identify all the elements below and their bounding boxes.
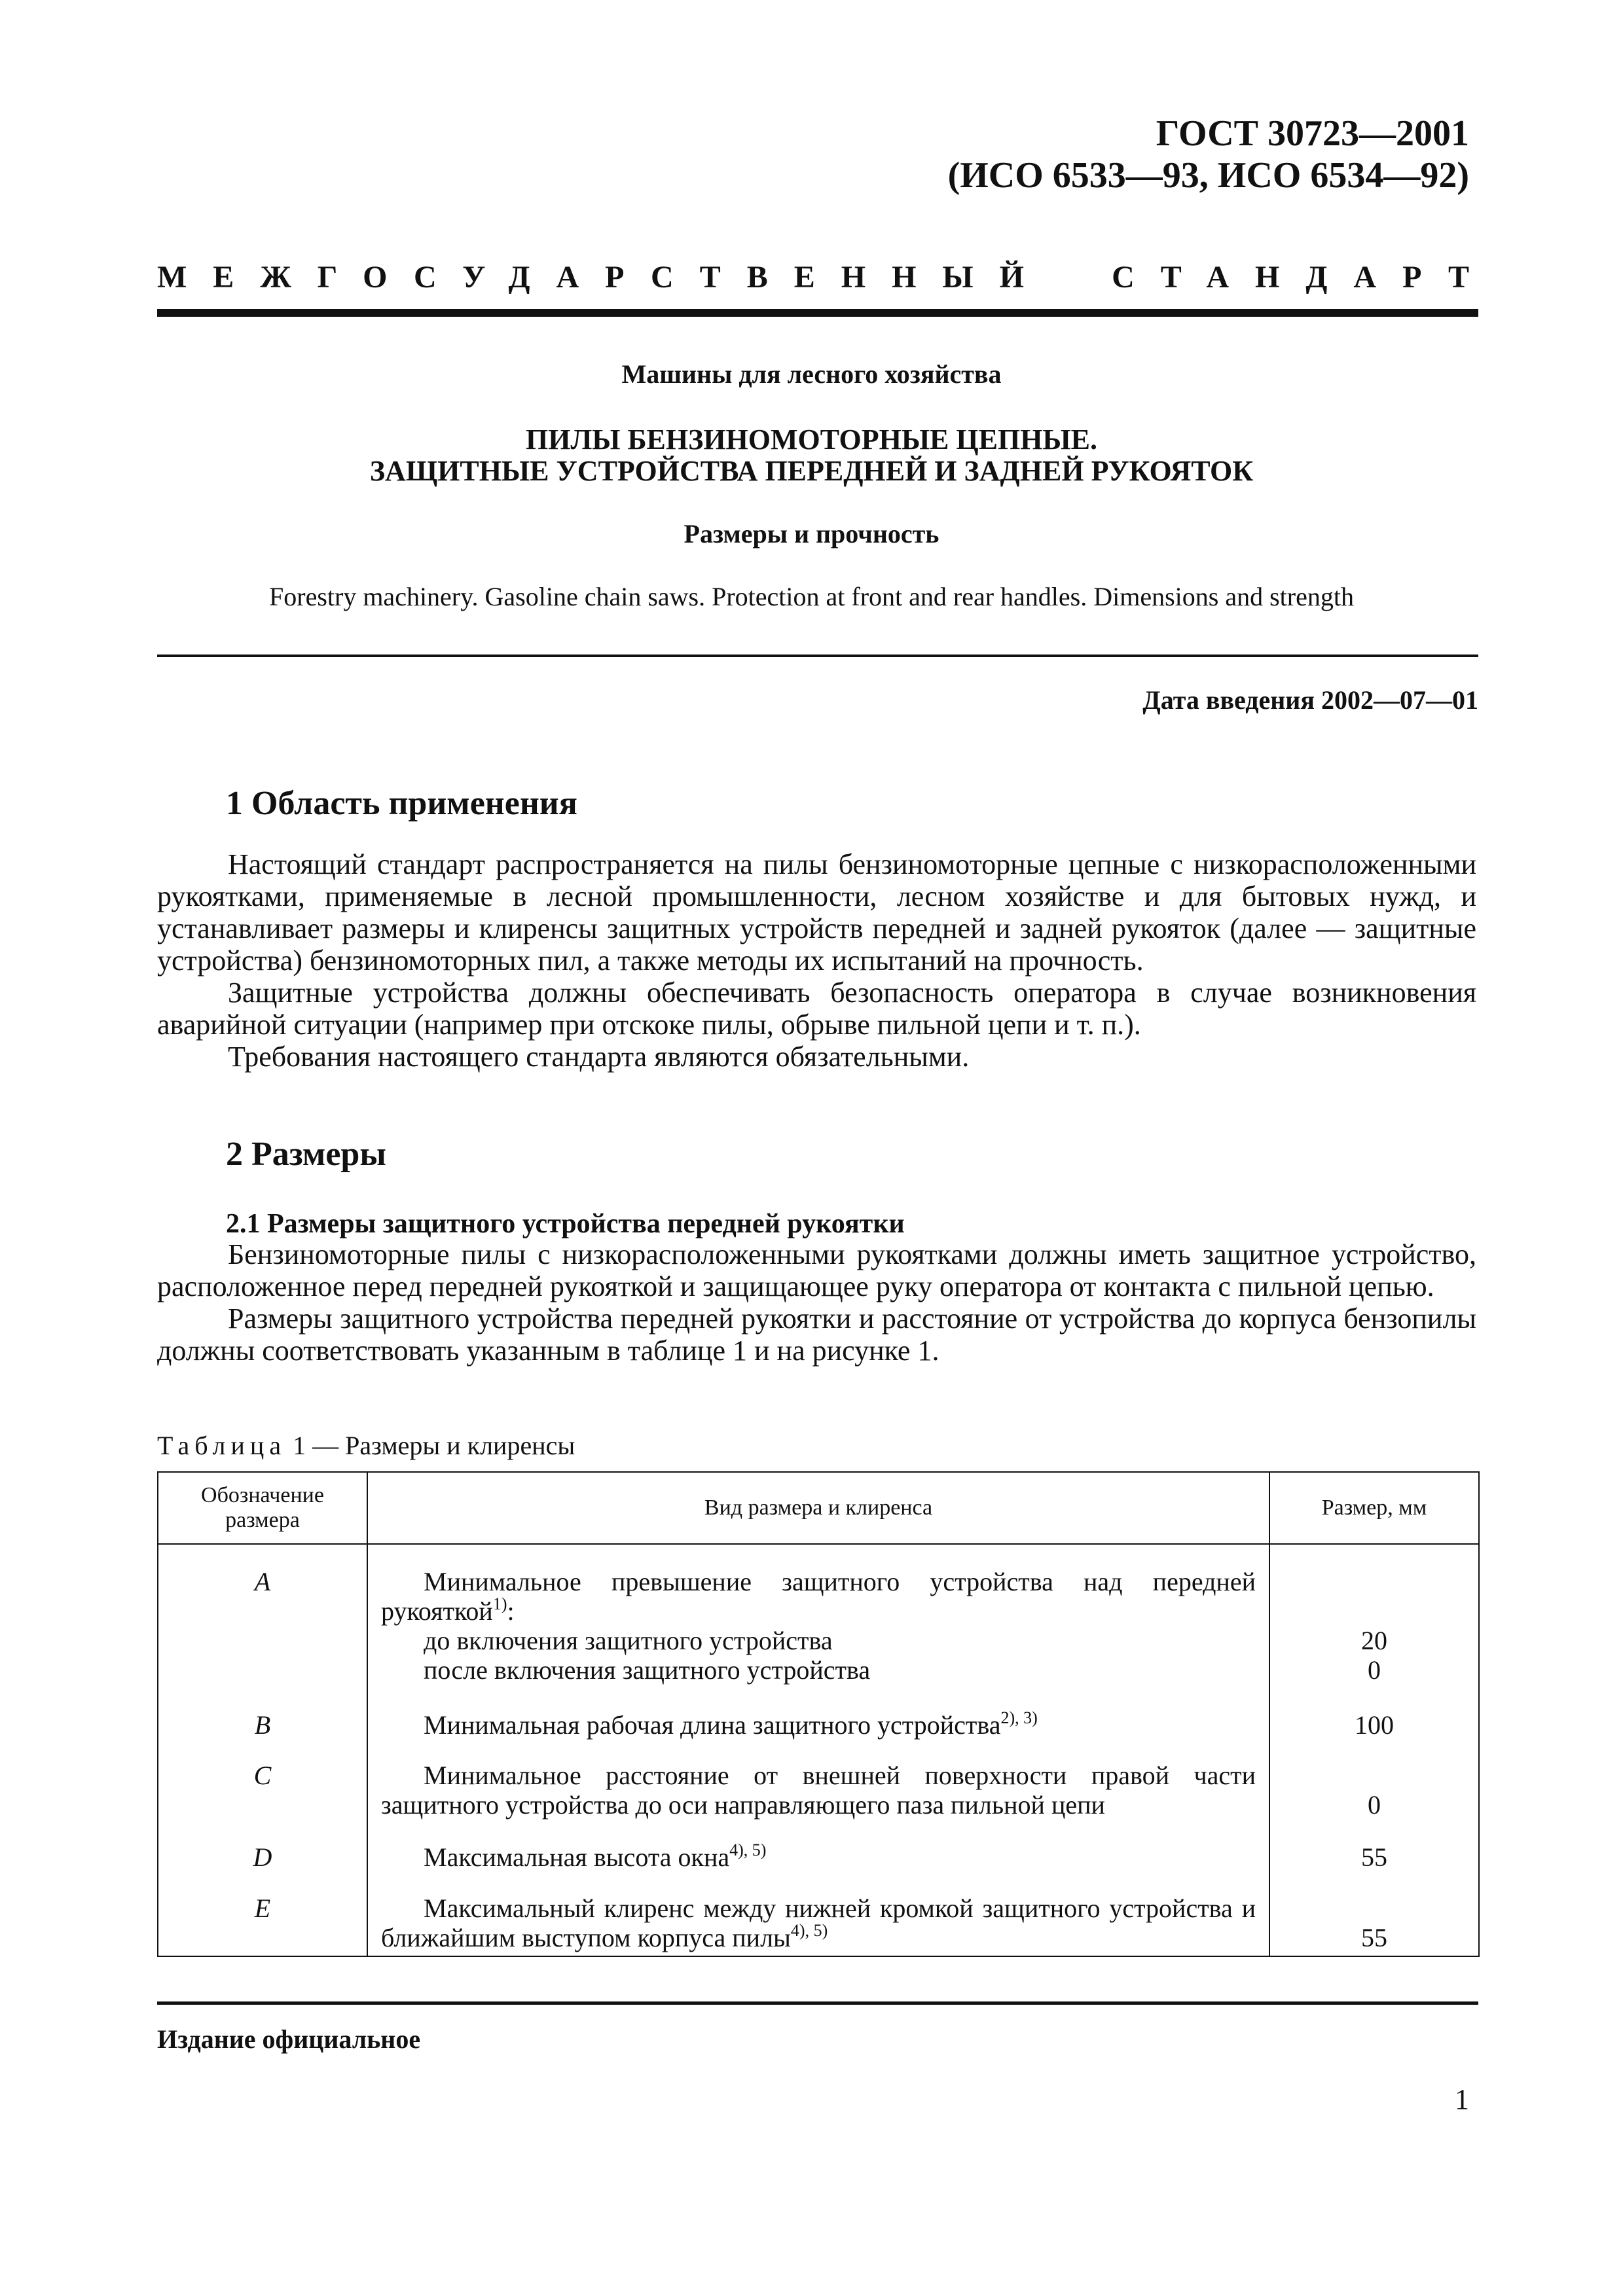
table1-header-row xyxy=(158,1472,1479,1544)
row-value xyxy=(1269,1544,1479,1691)
header-code: Обозначение размера xyxy=(158,1472,367,1544)
footer-rule xyxy=(157,2001,1478,2005)
row-description xyxy=(367,1741,1269,1823)
section1-paragraph2: Защитные устройства должны обеспечивать безопасность оператора в случае возникновения аварийной ситуации (например при отскоке пилы, обрыве пильной цепи и т. п.). xyxy=(157,977,1476,1041)
footnote-mark: 1) xyxy=(492,1594,507,1613)
row-description-tail: : xyxy=(507,1596,515,1626)
section1-body xyxy=(157,848,1476,1073)
row-value-text: 55 xyxy=(1361,1923,1387,1953)
section2-1-title: 2.1 Размеры защитного устройства передней рукоятки xyxy=(226,1209,905,1239)
footnote-mark: 4), 5) xyxy=(790,1921,828,1941)
table1 xyxy=(157,1471,1480,1957)
table-row xyxy=(158,1691,1479,1742)
section1-paragraph1: Настоящий стандарт распространяется на пилы бензиномоторные цепные с низкорасположенными рукоятками, применяемые в лесной промышленности, лесном хозяйстве и для бытовых нужд, и устанавливает размеры и клиренсы защитных устройств передней и задней рукояток (далее — защитные устройства) бензиномоторных пил, а также методы их испытаний на прочность. xyxy=(157,848,1476,977)
row-code: A xyxy=(158,1544,367,1691)
row-description xyxy=(367,1544,1269,1691)
table-row xyxy=(158,1874,1479,1956)
table1-caption xyxy=(157,1430,575,1461)
table-row xyxy=(158,1823,1479,1874)
table-row xyxy=(158,1741,1479,1823)
header-description: Вид размера и клиренса xyxy=(367,1472,1269,1544)
category-title: Машины для лесного хозяйства xyxy=(621,359,1002,389)
row-value xyxy=(1269,1741,1479,1823)
row-description xyxy=(367,1691,1269,1742)
row-value: 55 xyxy=(1269,1823,1479,1874)
row-description-text: Максимальный клиренс между нижней кромкой защитного устройства и ближайшим выступом корпуса пилы xyxy=(381,1893,1256,1953)
section2-title: 2 Размеры xyxy=(226,1136,386,1173)
standard-type-right: СТАНДАРТ xyxy=(1112,260,1495,295)
row-description-text: Минимальное превышение защитного устройства над передней рукояткой xyxy=(381,1567,1256,1626)
row-description xyxy=(367,1874,1269,1956)
row-description-text: Минимальная рабочая длина защитного устройства xyxy=(424,1710,1001,1740)
table1-caption-text: 1 — Размеры и клиренсы xyxy=(293,1431,575,1460)
row-value: 100 xyxy=(1269,1691,1479,1742)
main-title-line1: ПИЛЫ БЕНЗИНОМОТОРНЫЕ ЦЕПНЫЕ. xyxy=(526,423,1097,456)
table1-caption-label: Таблица xyxy=(157,1431,287,1460)
intro-date: Дата введения 2002—07—01 xyxy=(1142,685,1478,715)
section2-paragraph1: Бензиномоторные пилы с низкорасположенными рукоятками должны иметь защитное устройство, расположенное перед передней рукояткой и защищающее руку оператора от контакта с пильной цепью. xyxy=(157,1238,1476,1302)
subtitle: Размеры и прочность xyxy=(684,519,939,548)
row-subitem: после включения защитного устройства xyxy=(424,1655,871,1685)
row-code: B xyxy=(158,1691,367,1742)
row-code: C xyxy=(158,1741,367,1823)
iso-reference: (ИСО 6533—93, ИСО 6534—92) xyxy=(947,155,1469,196)
header-size: Размер, мм xyxy=(1269,1472,1479,1544)
row-description xyxy=(367,1823,1269,1874)
page-number: 1 xyxy=(1455,2083,1469,2115)
section2-body xyxy=(157,1238,1476,1367)
standard-type-left: МЕЖГОСУДАРСТВЕННЫЙ xyxy=(157,260,1050,295)
main-title-line2: ЗАЩИТНЫЕ УСТРОЙСТВА ПЕРЕДНЕЙ И ЗАДНЕЙ РУКОЯТОК xyxy=(369,455,1254,487)
row-code: E xyxy=(158,1874,367,1956)
footnote-mark: 4), 5) xyxy=(729,1840,767,1860)
row-description-text: Максимальная высота окна xyxy=(424,1842,730,1873)
row-description-text: Минимальное расстояние от внешней поверхности правой части защитного устройства до оси направляющего паза пильной цепи xyxy=(381,1761,1256,1820)
row-subitem: до включения защитного устройства xyxy=(424,1626,833,1655)
header-rule xyxy=(157,309,1478,317)
title-rule xyxy=(157,655,1478,657)
section1-title: 1 Область применения xyxy=(226,785,577,822)
english-title: Forestry machinery. Gasoline chain saws. Protection at front and rear handles. Dimensions and strength xyxy=(269,582,1354,611)
gost-number: ГОСТ 30723—2001 xyxy=(1156,113,1469,154)
footnote-mark: 2), 3) xyxy=(1000,1708,1038,1727)
row-value xyxy=(1269,1874,1479,1956)
edition-label: Издание официальное xyxy=(157,2024,421,2054)
row-code: D xyxy=(158,1823,367,1874)
row-subvalue: 20 xyxy=(1361,1626,1387,1655)
table-row xyxy=(158,1544,1479,1691)
section2-paragraph2: Размеры защитного устройства передней рукоятки и расстояние от устройства до корпуса бензопилы должны соответствовать указанным в таблице 1 и на рисунке 1. xyxy=(157,1302,1476,1367)
row-subvalue: 0 xyxy=(1368,1655,1381,1685)
section1-paragraph3: Требования настоящего стандарта являются обязательными. xyxy=(228,1041,970,1073)
row-value-text: 0 xyxy=(1368,1790,1381,1820)
